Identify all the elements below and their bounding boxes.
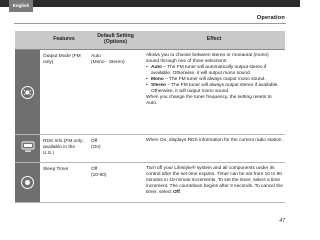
table-row [15,163,285,203]
default-value: Off [91,139,98,144]
header-default-setting: Default Setting (Options) [97,33,134,45]
stereo-output-icon [21,86,34,99]
default-value: Auto [91,54,101,59]
feature-name: RDS Info (FM only; available in the U.S.) [43,139,84,156]
top-band [0,0,300,7]
sleep-timer-icon [21,176,34,189]
table-row [15,135,285,163]
features-table [15,31,285,203]
header-rule [14,23,286,24]
header-icon-col [15,31,40,49]
options-value: (Mono - Stereo) [91,60,125,65]
list-item: • Mono – The FM tuner will always output mono sound. [146,77,283,83]
effect-outro: When you change the tuner frequency, the setting resets to Auto. [146,95,272,106]
effect-text: Turn off your Lifestyle® system and all components under its control after the set time expires. Timer can be set from 10 to 90 minutes in 10-minute increments. To set the timer, select a time increment. The countdown begins after 3 seconds. To cancel the timer, select Off. [146,166,283,195]
effect-text: When On, displays RDS information for the current radio station. [146,138,283,143]
icon-cell [15,135,40,162]
list-item: • Auto – The FM tuner will automatically output stereo if available. Otherwise, it will output mono sound. [146,65,283,77]
default-setting [88,135,143,162]
default-value: Off [91,167,98,172]
feature-name: Output Mode (FM only) [43,54,81,65]
section-title: Operation [256,15,285,21]
language-tab[interactable]: English [9,0,33,12]
rds-info-icon [21,140,35,158]
effect-intro: Allows you to choose between stereo or monaural (mono) sound through one of three selections: [146,53,269,64]
table-row [15,50,285,135]
default-setting [88,163,143,202]
list-item: • Stereo – The FM tuner will always output stereo if available. Otherwise, it will output mono sound. [146,83,283,95]
default-setting [88,50,143,134]
output-mode-options [146,65,283,95]
table-header [15,31,285,50]
icon-cell [15,50,40,134]
options-value: (10-90) [91,173,107,178]
header-features: Features [53,36,75,43]
feature-name: Sleep Timer [43,167,69,172]
icon-cell [15,163,40,202]
header-effect: Effect [206,36,222,43]
options-value: (On) [91,145,101,150]
page-number: 47 [279,218,285,224]
effect-text [143,50,285,134]
